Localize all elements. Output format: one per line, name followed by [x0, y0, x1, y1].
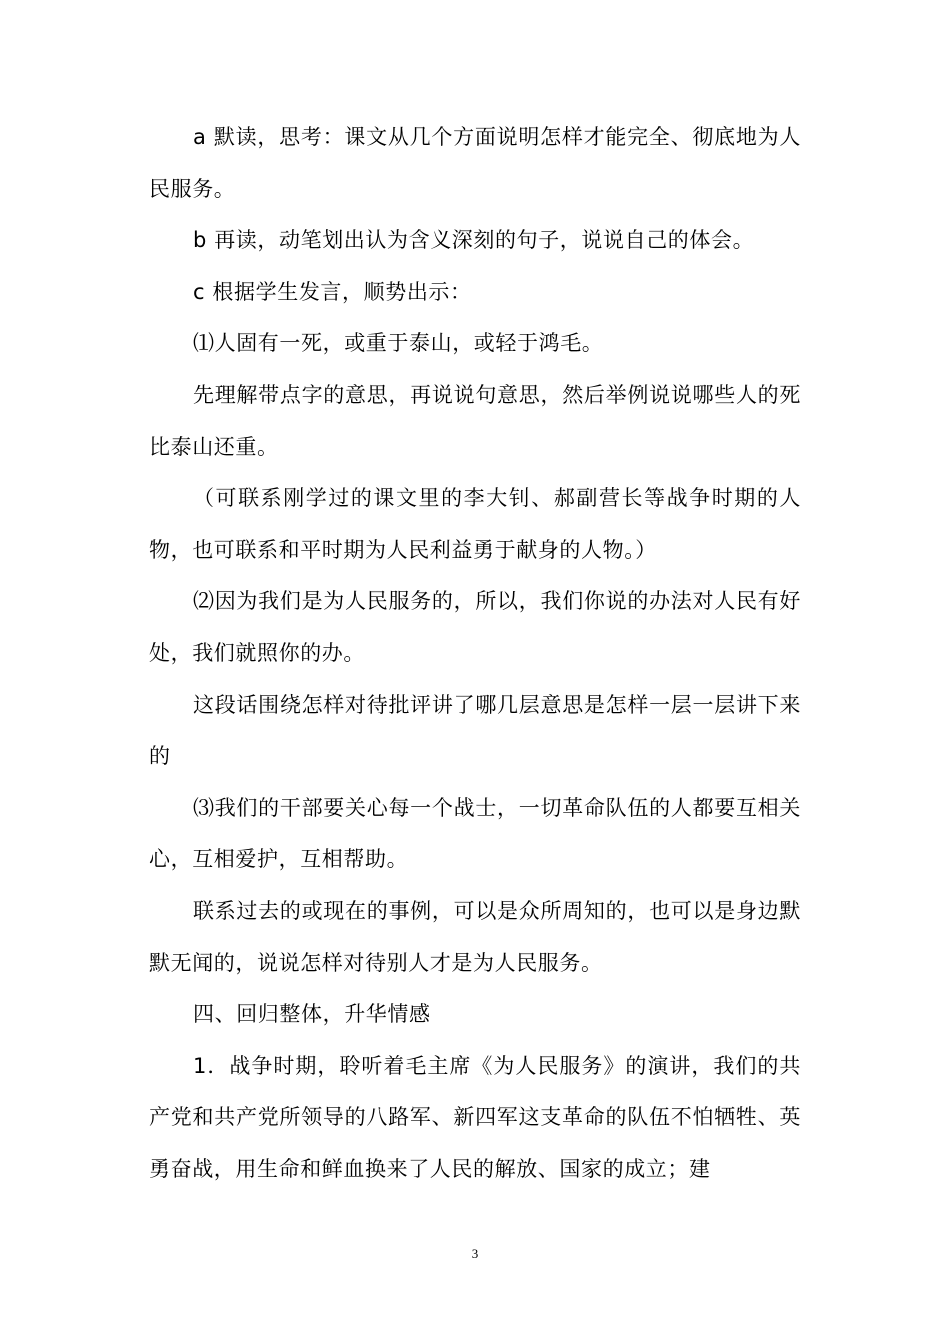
page-number: 3 — [471, 1246, 479, 1261]
section-heading: 四、回归整体，升华情感 — [193, 1002, 431, 1027]
document-body — [149, 112, 801, 1195]
paragraph-reread: b 再读，动笔划出认为含义深刻的句子，说说自己的体会。 — [193, 228, 755, 253]
paragraph-wartime: 1．战争时期，聆听着毛主席《为人民服务》的演讲，我们的共产党和共产党所领导的八路军、新四军这支革命的队伍不怕牺牲、英勇奋战，用生命和鲜血换来了人民的解放、国家的成立；建 — [149, 1053, 801, 1181]
paragraph-note: （可联系刚学过的课文里的李大钊、郝副营长等战争时期的人物，也可联系和平时期为人民利益勇于献身的人物。） — [149, 486, 801, 562]
paragraph-student-speech: c 根据学生发言，顺势出示： — [193, 279, 472, 304]
paragraph-quote-3: ⑶我们的干部要关心每一个战士，一切革命队伍的人都要互相关心，互相爱护，互相帮助。 — [149, 795, 801, 872]
paragraph-explain-1: 先理解带点字的意思，再说说句意思，然后举例说说哪些人的死比泰山还重。 — [149, 382, 801, 459]
paragraph-explain-2: 这段话围绕怎样对待批评讲了哪几层意思是怎样一层一层讲下来的 — [149, 692, 801, 769]
paragraph-silent-reading: a 默读，思考：课文从几个方面说明怎样才能完全、彻底地为人民服务。 — [149, 125, 801, 201]
paragraph-quote-2: ⑵因为我们是为人民服务的，所以，我们你说的办法对人民有好处，我们就照你的办。 — [149, 589, 801, 665]
paragraph-quote-1: ⑴人固有一死，或重于泰山，或轻于鸿毛。 — [193, 331, 604, 356]
paragraph-explain-3: 联系过去的或现在的事例，可以是众所周知的，也可以是身边默默无闻的，说说怎样对待别人才是为人民服务。 — [149, 898, 801, 975]
